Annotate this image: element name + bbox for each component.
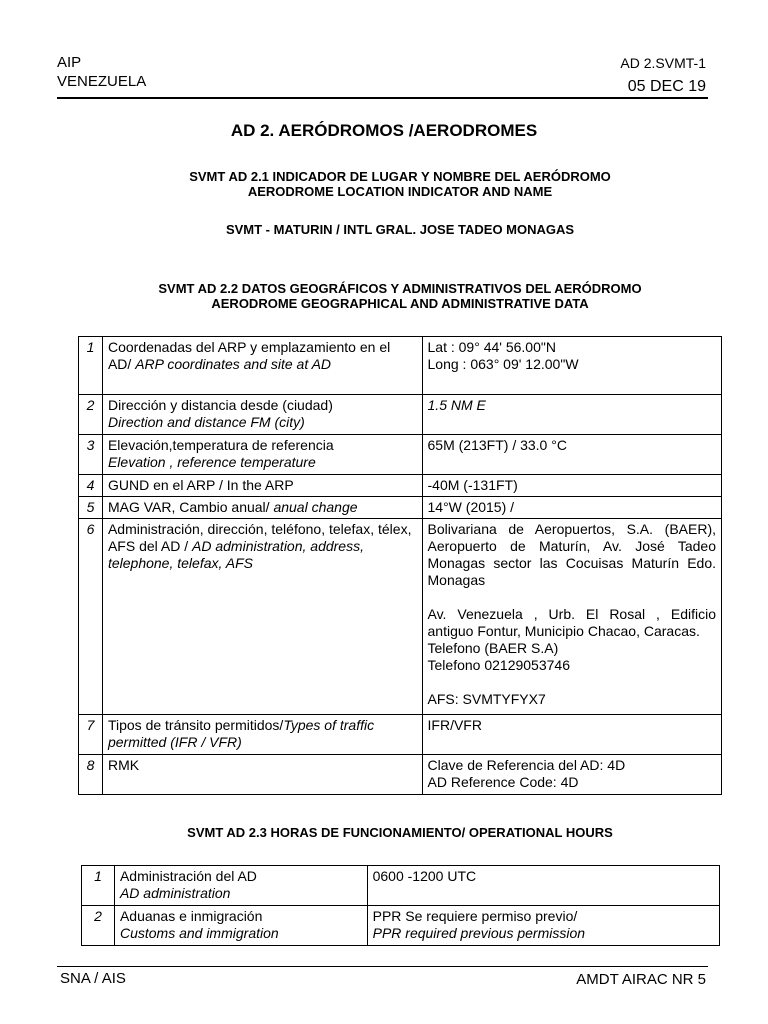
desc-en: ARP coordinates and site at AD [135, 356, 332, 372]
section-2-1-title-es: SVMT AD 2.1 INDICADOR DE LUGAR Y NOMBRE DEL AERÓDROMO [189, 169, 611, 184]
desc-en: Direction and distance FM (city) [107, 414, 305, 430]
desc-en: Customs and immigration [119, 925, 279, 941]
desc-en: AD administration [119, 885, 231, 901]
row-value [422, 519, 721, 715]
header-country: VENEZUELA [57, 73, 147, 90]
row-description [102, 497, 422, 519]
desc-en: AD administration, address, telephone, telefax, AFS [107, 538, 364, 571]
row-description [102, 435, 422, 475]
row-number: 8 [79, 755, 103, 795]
desc-es: MAG VAR, Cambio anual/ [107, 499, 274, 515]
section-2-2-title-es: SVMT AD 2.2 DATOS GEOGRÁFICOS Y ADMINISTRATIVOS DEL AERÓDROMO [158, 281, 642, 296]
section-2-2-heading [0, 281, 768, 311]
row-number: 1 [82, 866, 115, 906]
table-row [79, 755, 722, 795]
row-description [102, 519, 422, 715]
row-description: GUND en el ARP / In the ARP [102, 475, 422, 497]
header-aip: AIP [57, 54, 82, 71]
section-2-2-title-en: AERODROME GEOGRAPHICAL AND ADMINISTRATIVE DATA [211, 296, 589, 311]
footer-amendment: AMDT AIRAC NR 5 [576, 971, 706, 988]
aerodrome-name: SVMT - MATURIN / INTL GRAL. JOSE TADEO MONAGAS [225, 222, 575, 237]
operational-hours-table [81, 865, 720, 946]
row-value [367, 906, 719, 946]
longitude: Long : 063° 09' 12.00"W [427, 356, 579, 372]
row-number: 6 [79, 519, 103, 715]
row-description [102, 337, 422, 395]
desc-es: Tipos de tránsito permitidos/ [107, 717, 284, 733]
section-2-1-heading [0, 169, 768, 199]
row-description [102, 395, 422, 435]
desc-en: anual change [273, 499, 358, 515]
row-number: 4 [79, 475, 103, 497]
row-value: -40M (-131FT) [422, 475, 721, 497]
ppr-en: PPR required previous permission [372, 925, 586, 941]
ref-code-en: AD Reference Code: 4D [427, 774, 579, 790]
header-date: 05 DEC 19 [627, 78, 706, 95]
row-value [422, 755, 721, 795]
desc-en: Elevation , reference temperature [107, 454, 316, 470]
row-description [114, 906, 367, 946]
desc-es: Administración del AD [119, 868, 257, 884]
header-left [57, 53, 146, 91]
row-description: RMK [102, 755, 422, 795]
geo-admin-table [78, 336, 722, 795]
table-row [79, 435, 722, 475]
table-row [79, 337, 722, 395]
office-address: Av. Venezuela , Urb. El Rosal , Edificio antiguo Fontur, Municipio Chacao, Caracas. [427, 606, 716, 639]
desc-es: Elevación,temperatura de referencia [107, 437, 334, 453]
row-number: 5 [79, 497, 103, 519]
table-row [79, 475, 722, 497]
row-number: 7 [79, 715, 103, 755]
table-row [79, 715, 722, 755]
row-value: 65M (213FT) / 33.0 °C [422, 435, 721, 475]
desc-es: Aduanas e inmigración [119, 908, 263, 924]
desc-es: Administración, dirección, teléfono, telefax, télex, AFS del AD / [107, 521, 412, 554]
row-number: 3 [79, 435, 103, 475]
header-rule [57, 97, 708, 99]
header-page-ref: AD 2.SVMT-1 [620, 55, 706, 71]
afs-address: AFS: SVMTYFYX7 [427, 691, 546, 707]
row-value: 0600 -1200 UTC [367, 866, 719, 906]
table-row [79, 497, 722, 519]
section-2-1-title-en: AERODROME LOCATION INDICATOR AND NAME [247, 184, 553, 199]
row-number: 1 [79, 337, 103, 395]
footer-rule [57, 966, 708, 967]
row-value: 14°W (2015) / [422, 497, 721, 519]
desc-es: Dirección y distancia desde (ciudad) [107, 397, 333, 413]
phone-number: Telefono 02129053746 [427, 657, 570, 673]
page-title: AD 2. AERÓDROMOS /AERODROMES [230, 121, 538, 140]
row-value [422, 337, 721, 395]
footer-issuer: SNA / AIS [60, 970, 126, 987]
operator-address: Bolivariana de Aeropuertos, S.A. (BAER), Aeropuerto de Maturín, Av. José Tadeo Monagas sector las Cocuisas Maturín Edo. Monagas [427, 521, 716, 588]
phone-label: Telefono (BAER S.A) [427, 640, 559, 656]
row-description [102, 715, 422, 755]
table-row [82, 906, 720, 946]
latitude: Lat : 09° 44' 56.00"N [427, 339, 556, 355]
row-number: 2 [82, 906, 115, 946]
row-value: IFR/VFR [422, 715, 721, 755]
table-row [79, 519, 722, 715]
row-number: 2 [79, 395, 103, 435]
ref-code-es: Clave de Referencia del AD: 4D [427, 757, 626, 773]
section-2-3-heading: SVMT AD 2.3 HORAS DE FUNCIONAMIENTO/ OPERATIONAL HOURS [187, 825, 613, 840]
row-value: 1.5 NM E [422, 395, 721, 435]
table-row [82, 866, 720, 906]
desc-en: Types of traffic permitted (IFR / VFR) [107, 717, 375, 750]
table-row [79, 395, 722, 435]
desc-es: Coordenadas del ARP y emplazamiento en el AD/ [107, 339, 391, 372]
row-description [114, 866, 367, 906]
ppr-es: PPR Se requiere permiso previo/ [372, 908, 578, 924]
